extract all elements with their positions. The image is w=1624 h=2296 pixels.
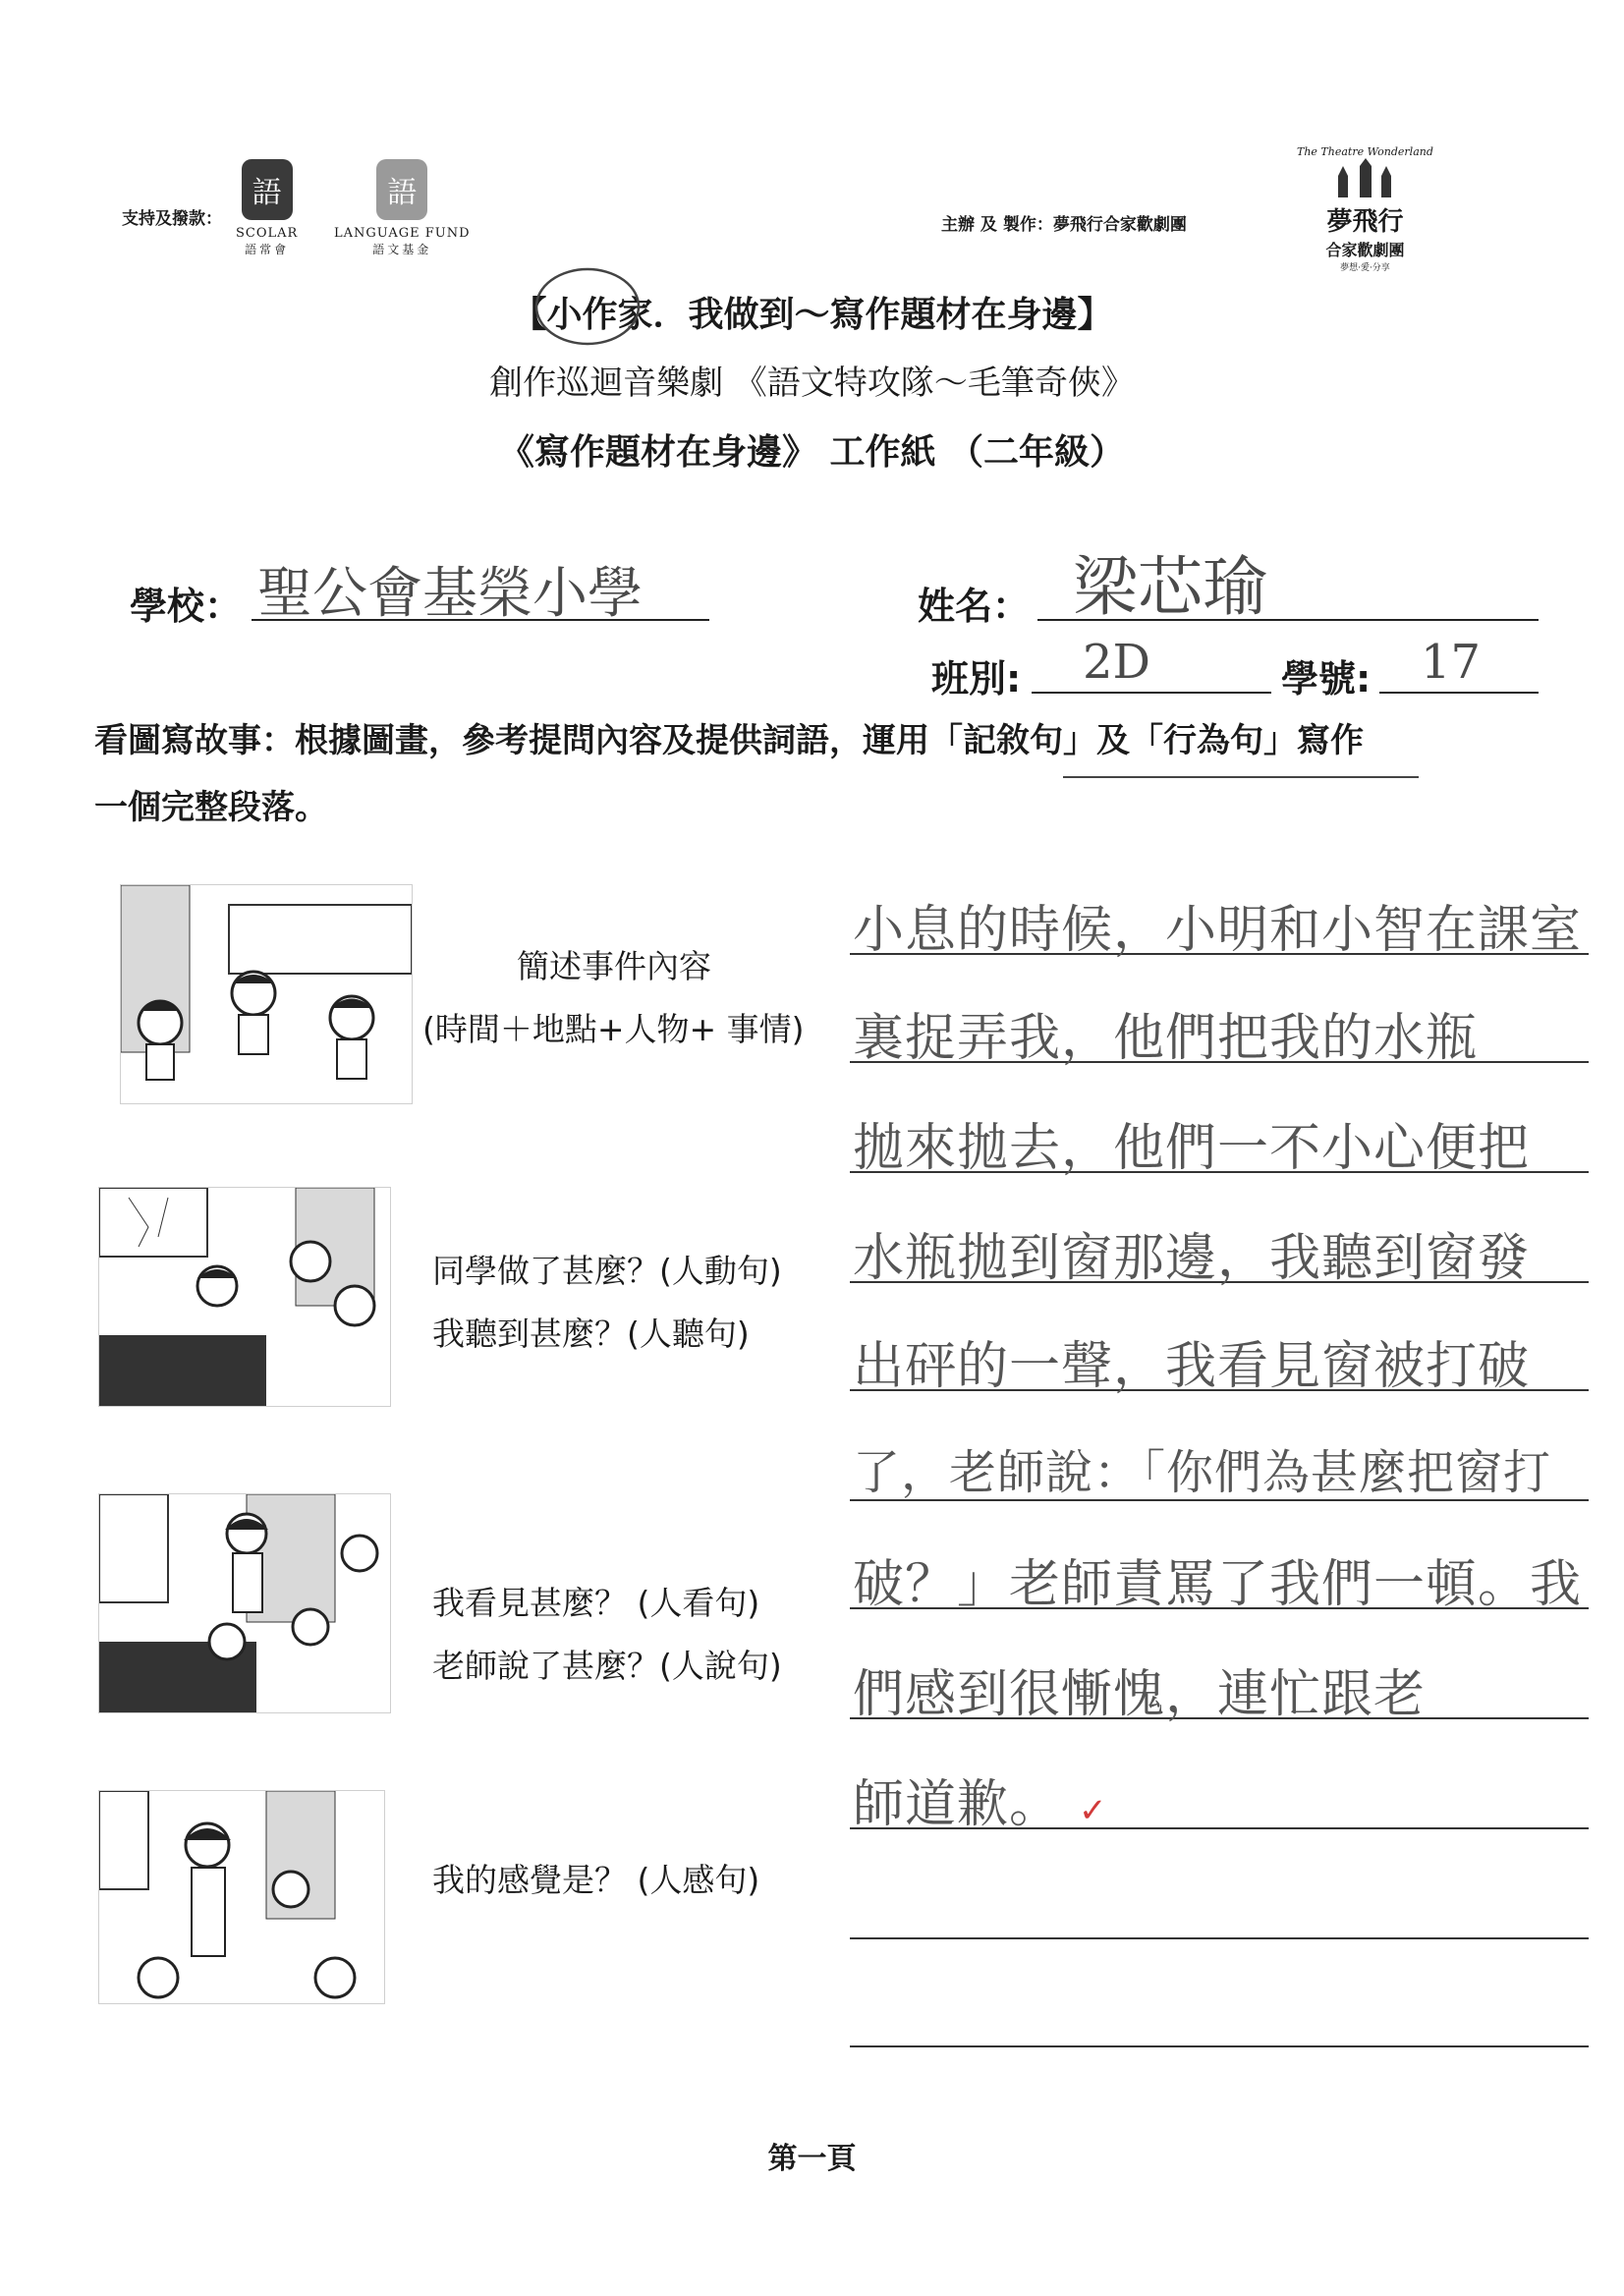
picture-panel-3 bbox=[98, 1493, 391, 1713]
class-underline bbox=[1032, 692, 1271, 694]
panel-1-prompt-line-1: 簡述事件內容 bbox=[517, 947, 711, 985]
instruction-line-1: 看圖寫故事：根據圖畫，參考提問內容及提供詞語，運用「記敘句」及「行為句」寫作 bbox=[94, 721, 1364, 760]
support-label: 支持及撥款： bbox=[122, 209, 222, 229]
picture-panel-2 bbox=[98, 1187, 391, 1407]
answer-text-line: 小息的時候，小明和小智在課室 bbox=[853, 901, 1583, 960]
number-underline bbox=[1379, 692, 1539, 694]
name-value: 梁芯瑜 bbox=[1073, 549, 1267, 625]
answer-text-line: 了，老師說：「你們為甚麼把窗打 bbox=[853, 1445, 1552, 1500]
scolar-seal-icon: 語 bbox=[242, 159, 293, 220]
answer-text-line bbox=[853, 1763, 1108, 1836]
picture-panel-4 bbox=[98, 1790, 385, 2004]
class-label: 班別: bbox=[931, 657, 1022, 700]
worksheet-title-2: 創作巡迴音樂劇 《語文特攻隊～毛筆奇俠》 bbox=[489, 364, 1135, 403]
school-label: 學校： bbox=[130, 585, 243, 628]
language-fund-name-zh: 語文基金 bbox=[372, 243, 432, 256]
panel-2-prompt-line-2: 我聽到甚麼？(人聽句) bbox=[432, 1315, 750, 1353]
page-number: 第一頁 bbox=[767, 2142, 857, 2176]
classroom-scene-2-illustration bbox=[99, 1188, 390, 1406]
theatre-name-zh: 夢飛行 bbox=[1326, 207, 1404, 237]
organizer-credit: 主辦 及 製作：夢飛行合家歡劇團 bbox=[941, 215, 1187, 235]
answer-text-final: 師道歉。 bbox=[853, 1775, 1062, 1834]
panel-2-prompt-line-1: 同學做了甚麼？(人動句) bbox=[432, 1252, 782, 1290]
theatre-subname: 合家歡劇團 bbox=[1325, 241, 1405, 259]
scolar-logo bbox=[236, 159, 298, 257]
school-value: 聖公會基榮小學 bbox=[257, 562, 643, 626]
classroom-scene-1-illustration bbox=[121, 885, 412, 1103]
hand-circle-mark bbox=[531, 263, 648, 352]
classroom-scene-4-illustration bbox=[99, 1791, 384, 2003]
worksheet-title-1: 【小作家．我做到～寫作題材在身邊】 bbox=[511, 295, 1113, 335]
panel-1-prompt-line-2: (時間＋地點+人物+ 事情) bbox=[422, 1010, 805, 1048]
theatre-logo bbox=[1297, 145, 1433, 273]
answer-rule-10 bbox=[850, 1937, 1589, 1939]
number-label: 學號: bbox=[1281, 657, 1372, 700]
number-value: 17 bbox=[1421, 635, 1482, 690]
theatre-name-en: The Theatre Wonderland bbox=[1297, 145, 1433, 158]
language-fund-logo bbox=[334, 159, 471, 257]
worksheet-title-3: 《寫作題材在身邊》 工作紙 （二年級） bbox=[498, 432, 1126, 473]
answer-text-line: 們感到很慚愧，連忙跟老 bbox=[853, 1665, 1427, 1724]
scolar-name-zh: 語常會 bbox=[245, 243, 290, 256]
answer-rule-11 bbox=[850, 2045, 1589, 2047]
instruction-line-2: 一個完整段落。 bbox=[94, 788, 328, 827]
class-value: 2D bbox=[1083, 635, 1151, 690]
answer-text-line: 裏捉弄我，他們把我的水瓶 bbox=[853, 1009, 1479, 1068]
hand-underline-mark bbox=[1063, 776, 1419, 778]
answer-text-line: 破？」老師責罵了我們一頓。我 bbox=[853, 1555, 1583, 1614]
answer-text-line: 出砰的一聲，我看見窗被打破 bbox=[853, 1337, 1531, 1396]
theatre-tagline: 夢想·愛·分享 bbox=[1340, 263, 1390, 273]
picture-panel-1 bbox=[120, 884, 413, 1104]
name-label: 姓名： bbox=[918, 585, 1031, 628]
language-fund-name-en: LANGUAGE FUND bbox=[334, 226, 471, 241]
answer-text-line: 水瓶拋到窗那邊，我聽到窗發 bbox=[853, 1229, 1531, 1288]
name-underline bbox=[1037, 619, 1539, 621]
scolar-name-en: SCOLAR bbox=[236, 226, 299, 241]
teacher-tick-icon: ✓ bbox=[1079, 1791, 1108, 1830]
classroom-scene-3-illustration bbox=[99, 1494, 390, 1712]
panel-3-prompt-line-1: 我看見甚麼？ (人看句) bbox=[432, 1584, 760, 1622]
castle-icon bbox=[1330, 158, 1399, 201]
school-underline bbox=[252, 619, 709, 621]
panel-4-prompt-line-1: 我的感覺是？ (人感句) bbox=[432, 1861, 760, 1899]
answer-text-line: 拋來拋去，他們一不小心便把 bbox=[853, 1119, 1531, 1178]
language-fund-seal-icon: 語 bbox=[376, 159, 427, 220]
panel-3-prompt-line-2: 老師說了甚麼？(人說句) bbox=[432, 1647, 782, 1685]
